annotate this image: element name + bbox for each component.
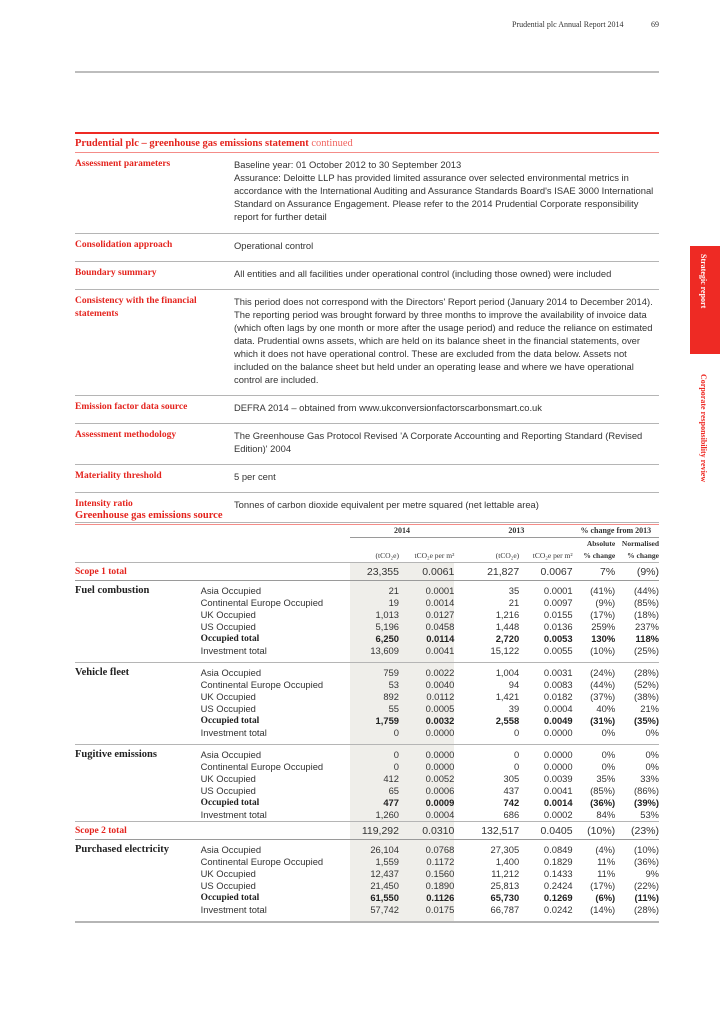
table-row: Vehicle fleet Asia Occupied 759 0.0022 1,004 0.0031 (24%) (28%) [75,663,659,680]
table-row: UK Occupied 12,437 0.1560 11,212 0.1433 11% 9% [200,868,659,879]
table-row-occupied-total: Occupied total 61,550 0.1126 65,730 0.1269 (6%) (11%) [200,892,659,903]
header-2014: 2014 [350,525,455,538]
table-row: Continental Europe Occupied 0 0.0000 0 0.0000 0% 0% [200,761,659,772]
side-tab-corporate-responsibility[interactable] [690,366,720,506]
param-row-consistency [75,290,659,396]
emissions-table [75,525,659,923]
param-value: All entities and all facilities under operational control (including those owned) were included [234,268,612,279]
param-label: Materiality threshold [75,471,162,481]
unit-header: tCO₂e per m² [414,551,455,560]
table-row: Fugitive emissions Asia Occupied 0 0.0000 0 0.0000 0% 0% [75,745,659,762]
section-title: Prudential plc – greenhouse gas emissions statement continued [75,138,353,149]
table-row: Continental Europe Occupied 1,559 0.1172 1,400 0.1829 11% (36%) [200,856,659,867]
category-label: Vehicle fleet [75,667,130,678]
category-label: Purchased electricity [75,844,169,855]
table-row: Investment total 57,742 0.0175 66,787 0.0242 (14%) (28%) [75,904,659,922]
param-value: The Greenhouse Gas Protocol Revised 'A Corporate Accounting and Reporting Standard (Revised Edition)' 2004 [234,430,643,454]
param-row-methodology [75,424,659,465]
param-value: Operational control [234,240,314,251]
table-row: Fuel combustion Asia Occupied 21 0.0001 35 0.0001 (41%) (44%) [75,581,659,598]
param-value: 5 per cent [234,471,276,482]
param-value: This period does not correspond with the Directors' Report period (January 2014 to December 2014). The reporting period was brought forward by three months to improve the availability of invoice data (which often lags by one month or more after the usage period) and reduce the reliance on estimated data. Prudential owns assets, which are held on its balance sheet in the financial statements, over which it does not have operational control. These are excluded from the data below. Assets not included on the balance sheet but held under an operating lease and where we have operational control are included. [234,296,653,385]
table-row: Investment total 0 0.0000 0 0.0000 0% 0% [75,727,659,745]
side-tab-label: Corporate responsibility review [699,374,708,483]
header-divider [75,71,659,73]
table-row: UK Occupied 892 0.0112 1,421 0.0182 (37%) (38%) [200,691,659,702]
table-row-occupied-total: Occupied total 6,250 0.0114 2,720 0.0053 130% 118% [200,633,659,644]
category-label: Fuel combustion [75,585,150,596]
unit-header-row [75,538,659,563]
table-row: UK Occupied 412 0.0052 305 0.0039 35% 33% [200,773,659,784]
param-row-consolidation [75,234,659,262]
unit-header: (tCO₂e) [375,551,399,560]
unit-header-absolute: Absolute % change [583,539,616,560]
param-label: Emission factor data source [75,402,188,412]
year-header-row [75,525,659,538]
param-label: Assessment parameters [75,159,171,169]
table-row-occupied-total: Occupied total 477 0.0009 742 0.0014 (36%) (39%) [200,797,659,808]
table-row: US Occupied 5,196 0.0458 1,448 0.0136 259% 237% [200,621,659,632]
param-value: Tonnes of carbon dioxide equivalent per metre squared (net lettable area) [234,499,539,510]
table-row: UK Occupied 1,013 0.0127 1,216 0.0155 (17%) (18%) [200,609,659,620]
ghg-statement-section [75,132,659,523]
continued-label: continued [311,138,353,149]
param-label: Consolidation approach [75,240,173,250]
table-row: US Occupied 21,450 0.1890 25,813 0.2424 (17%) (22%) [200,880,659,891]
param-value: Baseline year: 01 October 2012 to 30 September 2013 Assurance: Deloitte LLP has provided limited assurance over selected environmental metrics in accordance with the International Auditing and Assurance Standards Board's ISAE 3000 International Standard on Assurance Engagement. Please refer to the 2014 Prudential Corporate responsibility report for further detail [234,159,654,222]
table-row: Continental Europe Occupied 53 0.0040 94 0.0083 (44%) (52%) [200,679,659,690]
header-change: % change from 2013 [573,525,659,538]
unit-header: tCO₂e per m² [532,551,573,560]
param-value: DEFRA 2014 – obtained from www.ukconversionfactorscarbonsmart.co.uk [234,402,542,413]
section-title: Greenhouse gas emissions source [75,510,223,521]
param-row-emission-factor [75,396,659,424]
table-row: Investment total 1,260 0.0004 686 0.0002 84% 53% [200,809,659,820]
table-row: Investment total 13,609 0.0041 15,122 0.0055 (10%) (25%) [75,645,659,663]
table-row: Continental Europe Occupied 19 0.0014 21 0.0097 (9%) (85%) [200,597,659,608]
page-header [0,20,720,34]
param-label: Boundary summary [75,268,157,278]
unit-header-normalised: Normalised % change [621,539,659,560]
scope-total-row: Scope 2 total 119,292 0.0310 132,517 0.0405 (10%) (23%) [75,822,659,840]
param-row-assessment-parameters [75,153,659,234]
page-number: 69 [651,20,659,29]
table-row-occupied-total: Occupied total 1,759 0.0032 2,558 0.0049 (31%) (35%) [200,715,659,726]
table-row: US Occupied 55 0.0005 39 0.0004 40% 21% [200,703,659,714]
category-label: Fugitive emissions [75,749,157,760]
param-label: Intensity ratio [75,499,133,509]
side-tab-strategic-report[interactable] [690,246,720,354]
report-title: Prudential plc Annual Report 2014 [512,20,624,29]
ghg-emissions-source-section [75,506,659,923]
table-row: Purchased electricity Asia Occupied 26,104 0.0768 27,305 0.0849 (4%) (10%) [75,840,659,857]
side-tab-label: Strategic report [699,254,708,309]
param-label: Assessment methodology [75,430,177,440]
scope-total-row: Scope 1 total 23,355 0.0061 21,827 0.0067 7% (9%) [75,563,659,581]
header-2013: 2013 [460,525,573,538]
table-row: US Occupied 65 0.0006 437 0.0041 (85%) (86%) [200,785,659,796]
param-row-materiality [75,465,659,493]
param-label: Consistency with the financial statements [75,296,197,319]
param-row-boundary [75,262,659,290]
unit-header: (tCO₂e) [495,551,520,560]
